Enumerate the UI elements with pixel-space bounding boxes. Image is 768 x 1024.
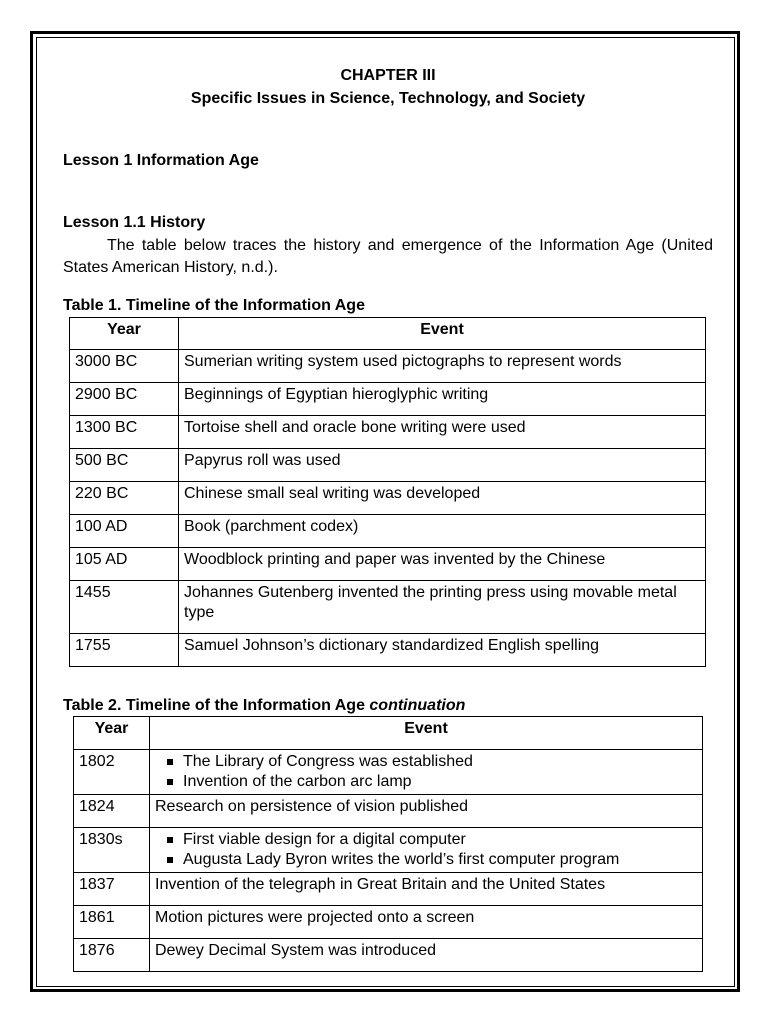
table-row <box>70 383 706 416</box>
event-cell: Beginnings of Egyptian hieroglyphic writing <box>179 383 706 416</box>
year-cell: 1837 <box>74 873 150 906</box>
event-cell: Motion pictures were projected onto a screen <box>150 906 703 939</box>
list-item: Invention of the carbon arc lamp <box>183 772 697 792</box>
list-item: The Library of Congress was established <box>183 752 697 772</box>
event-cell: Woodblock printing and paper was invented by the Chinese <box>179 548 706 581</box>
year-cell: 220 BC <box>70 482 179 515</box>
table-header-row <box>74 717 703 750</box>
table2-caption-emphasis: continuation <box>369 697 466 714</box>
table2-caption-text: Table 2. Timeline of the Information Age <box>63 697 370 714</box>
chapter-heading: CHAPTER III <box>340 67 436 84</box>
lesson-subtitle: Lesson 1.1 History <box>63 214 206 231</box>
column-header-year: Year <box>74 717 150 750</box>
lesson-title: Lesson 1 Information Age <box>63 152 259 169</box>
timeline-table-1 <box>69 317 706 667</box>
event-cell: Papyrus roll was used <box>179 449 706 482</box>
table-row <box>74 828 703 873</box>
event-cell: Johannes Gutenberg invented the printing press using movable metal type <box>179 581 706 634</box>
event-cell: Chinese small seal writing was developed <box>179 482 706 515</box>
year-cell: 1300 BC <box>70 416 179 449</box>
year-cell: 3000 BC <box>70 350 179 383</box>
timeline-table-2 <box>73 716 703 972</box>
event-cell <box>150 750 703 795</box>
table-row <box>74 750 703 795</box>
year-cell: 105 AD <box>70 548 179 581</box>
table-row <box>70 416 706 449</box>
event-cell: Sumerian writing system used pictographs to represent words <box>179 350 706 383</box>
table-row <box>70 548 706 581</box>
list-item: First viable design for a digital computer <box>183 830 697 850</box>
bullet-list <box>155 830 697 870</box>
table-row <box>74 795 703 828</box>
column-header-year: Year <box>70 318 179 350</box>
table-row <box>74 906 703 939</box>
year-cell: 1830s <box>74 828 150 873</box>
list-item: Augusta Lady Byron writes the world’s first computer program <box>183 850 697 870</box>
event-cell: Tortoise shell and oracle bone writing were used <box>179 416 706 449</box>
event-cell <box>150 828 703 873</box>
year-cell: 1861 <box>74 906 150 939</box>
year-cell: 1876 <box>74 939 150 972</box>
table-row <box>70 482 706 515</box>
year-cell: 1802 <box>74 750 150 795</box>
year-cell: 1455 <box>70 581 179 634</box>
event-cell: Invention of the telegraph in Great Britain and the United States <box>150 873 703 906</box>
year-cell: 2900 BC <box>70 383 179 416</box>
year-cell: 500 BC <box>70 449 179 482</box>
table-row <box>74 939 703 972</box>
table-header-row <box>70 318 706 350</box>
table-row <box>70 350 706 383</box>
table-row <box>70 449 706 482</box>
intro-paragraph: The table below traces the history and emergence of the Information Age (United States American History, n.d.). <box>63 237 713 276</box>
table2-caption <box>63 697 465 715</box>
table-row <box>70 634 706 667</box>
event-cell: Samuel Johnson’s dictionary standardized English spelling <box>179 634 706 667</box>
year-cell: 1824 <box>74 795 150 828</box>
column-header-event: Event <box>179 318 706 350</box>
chapter-subtitle: Specific Issues in Science, Technology, and Society <box>190 90 586 107</box>
table-row <box>74 873 703 906</box>
event-cell: Dewey Decimal System was introduced <box>150 939 703 972</box>
table1-caption: Table 1. Timeline of the Information Age <box>63 297 365 314</box>
table-row <box>70 581 706 634</box>
event-cell: Book (parchment codex) <box>179 515 706 548</box>
year-cell: 100 AD <box>70 515 179 548</box>
year-cell: 1755 <box>70 634 179 667</box>
column-header-event: Event <box>150 717 703 750</box>
table-row <box>70 515 706 548</box>
bullet-list <box>155 752 697 792</box>
event-cell: Research on persistence of vision published <box>150 795 703 828</box>
